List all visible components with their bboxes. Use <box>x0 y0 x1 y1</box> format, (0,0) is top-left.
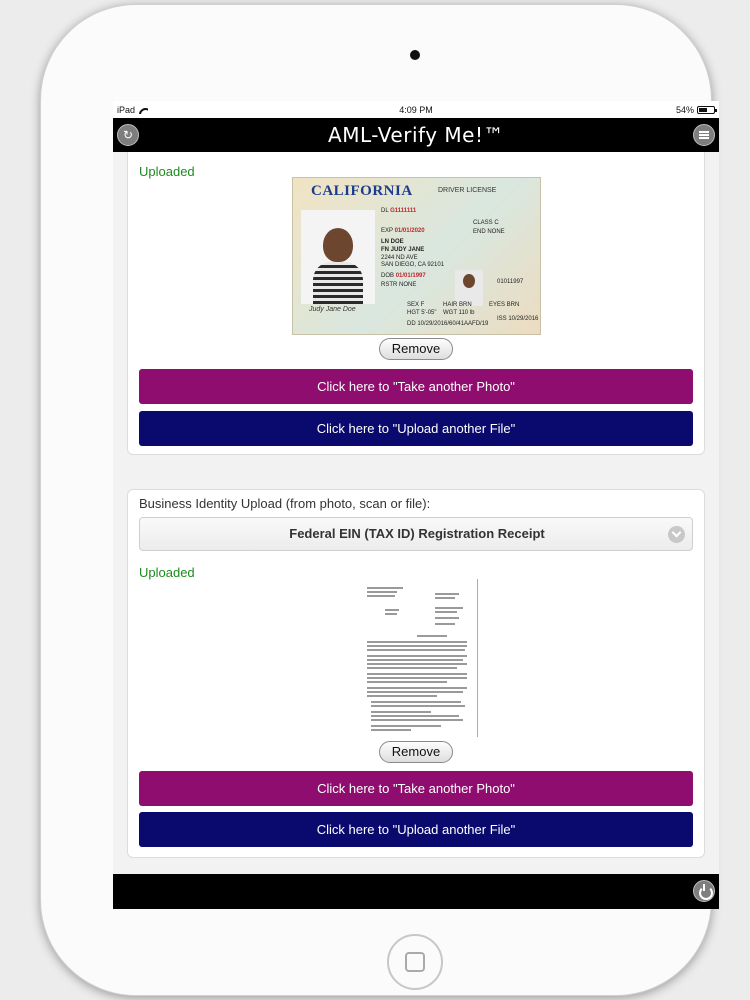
document-text-line <box>435 607 463 609</box>
document-type-value: Federal EIN (TAX ID) Registration Receipt <box>289 526 545 541</box>
ipad-frame <box>40 4 712 996</box>
document-text-line <box>367 587 403 589</box>
license-address2: SAN DIEGO, CA 92101 <box>381 262 445 268</box>
license-doc-number: 01011997 <box>497 279 524 285</box>
document-text-line <box>417 635 447 637</box>
app-footer <box>113 874 719 909</box>
menu-lines <box>699 131 709 139</box>
document-text-line <box>371 715 459 717</box>
upload-file-button[interactable]: Click here to "Upload another File" <box>139 812 693 847</box>
document-type-select[interactable] <box>139 517 693 551</box>
license-class: CLASS C <box>473 220 499 226</box>
license-dob: 01/01/1997 <box>395 273 426 279</box>
document-text-line <box>367 663 467 665</box>
document-preview <box>357 579 478 737</box>
license-type: DRIVER LICENSE <box>438 187 497 194</box>
license-dl-number: G1111111 <box>390 208 417 214</box>
document-text-line <box>371 729 411 731</box>
document-text-line <box>367 677 467 679</box>
document-text-line <box>435 611 457 613</box>
document-text-line <box>367 595 395 597</box>
license-ln: LN DOE <box>381 239 404 245</box>
license-hair: HAIR BRN <box>443 302 472 308</box>
license-photo-body <box>313 262 363 304</box>
upload-status: Uploaded <box>139 565 195 580</box>
app-title: AML-Verify Me!™ <box>328 123 504 147</box>
upload-file-button[interactable]: Click here to "Upload another File" <box>139 411 693 446</box>
battery-icon <box>697 106 715 114</box>
business-upload-label: Business Identity Upload (from photo, scan or file): <box>139 496 431 511</box>
chevron-down-icon <box>668 526 685 543</box>
document-text-line <box>435 597 455 599</box>
document-text-line <box>367 641 467 643</box>
license-fn: FN JUDY JANE <box>381 247 425 253</box>
license-image <box>292 177 541 335</box>
license-dob-label: DOB <box>381 273 395 279</box>
remove-button[interactable]: Remove <box>379 741 453 763</box>
document-text-line <box>367 649 465 651</box>
license-state: CALIFORNIA <box>311 183 413 199</box>
license-exp-row <box>381 228 425 235</box>
license-end: END NONE <box>473 229 505 235</box>
refresh-icon[interactable]: ↻ <box>117 124 139 146</box>
business-upload-card <box>127 489 705 858</box>
screen <box>113 101 719 909</box>
license-address1: 2244 ND AVE <box>381 255 418 261</box>
status-time: 4:09 PM <box>399 105 433 115</box>
document-text-line <box>367 673 467 675</box>
license-dl-label: DL <box>381 208 389 214</box>
document-text-line <box>367 655 467 657</box>
license-photo <box>301 210 375 304</box>
device-name: iPad <box>117 105 136 115</box>
document-text-line <box>367 687 467 689</box>
id-upload-card <box>127 152 705 455</box>
document-text-line <box>435 623 455 625</box>
license-wgt: WGT 110 lb <box>443 310 475 316</box>
document-text-line <box>367 691 463 693</box>
license-photo-head <box>323 228 353 262</box>
license-hgt: HGT 5'-05" <box>407 310 437 316</box>
camera <box>410 50 420 60</box>
license-dl-row <box>381 208 416 215</box>
take-photo-button[interactable]: Click here to "Take another Photo" <box>139 771 693 806</box>
home-button[interactable] <box>387 934 443 990</box>
document-text-line <box>367 695 437 697</box>
take-photo-button[interactable]: Click here to "Take another Photo" <box>139 369 693 404</box>
remove-button[interactable]: Remove <box>379 338 453 360</box>
document-text-line <box>385 613 397 615</box>
document-text-line <box>371 705 465 707</box>
document-text-line <box>435 593 459 595</box>
battery-percent: 54% <box>675 105 694 115</box>
document-text-line <box>371 711 431 713</box>
license-dob-row <box>381 273 426 280</box>
license-sex: SEX F <box>407 302 425 308</box>
document-text-line <box>367 667 457 669</box>
status-right <box>676 105 715 115</box>
license-exp-label: EXP <box>381 228 393 234</box>
document-text-line <box>367 591 397 593</box>
content-area[interactable] <box>113 152 719 874</box>
document-text-line <box>371 725 441 727</box>
license-exp: 01/01/2020 <box>394 228 425 234</box>
license-iss: ISS 10/29/2016 <box>497 316 539 322</box>
document-text-line <box>367 681 447 683</box>
document-text-line <box>371 701 461 703</box>
license-signature: Judy Jane Doe <box>309 306 356 313</box>
menu-icon[interactable] <box>693 124 715 146</box>
battery-fill <box>699 108 707 112</box>
document-text-line <box>435 617 459 619</box>
power-icon[interactable] <box>693 880 715 902</box>
home-button-icon <box>405 952 425 972</box>
document-text-line <box>371 719 463 721</box>
upload-status: Uploaded <box>139 164 195 179</box>
license-rstr: RSTR NONE <box>381 282 417 288</box>
status-bar <box>113 101 719 118</box>
document-text-line <box>385 609 399 611</box>
license-dd: DD 10/29/2016/60/41AAFD/19 <box>407 321 489 327</box>
license-eyes: EYES BRN <box>489 302 520 308</box>
document-text-line <box>367 645 467 647</box>
license-ghost-photo <box>455 270 483 306</box>
app-header <box>113 118 719 152</box>
document-text-line <box>367 659 463 661</box>
